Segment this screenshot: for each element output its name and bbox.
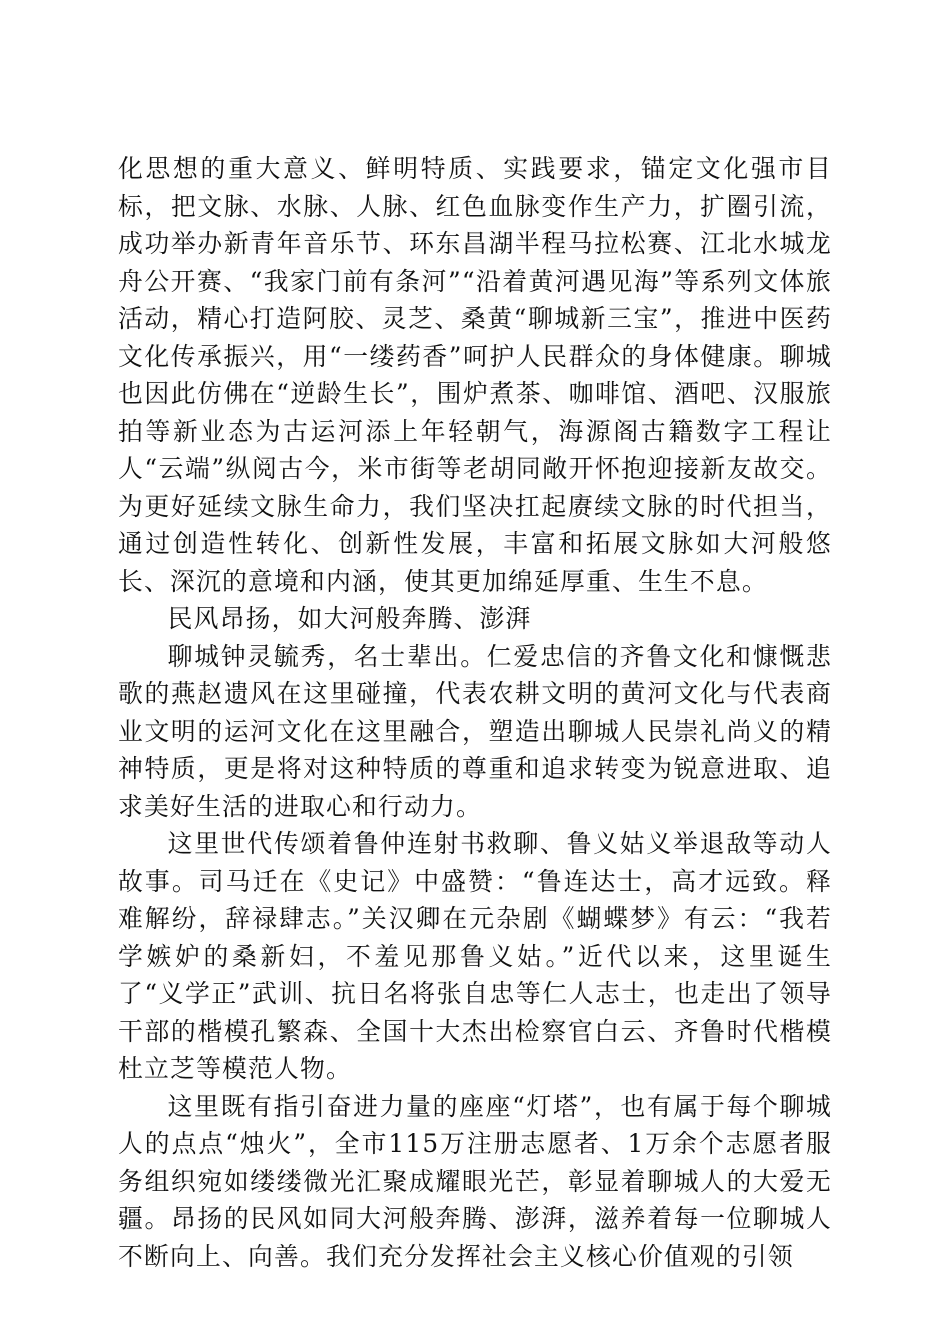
paragraph-historical-stories: 这里世代传颂着鲁仲连射书救聊、鲁义姑义举退敌等动人故事。司马迁在《史记》中盛赞：“鲁连达士，高才远致。释难解纷，辞禄肆志。”关汉卿在元杂剧《蝴蝶梦》有云：“我若学嫉妒的桑新妇，不羞见那鲁义姑。”近代以来，这里诞生了“义学正”武训、抗日名将张自忠等仁人志士，也走出了领导干部的楷模孔繁森、全国十大杰出检察官白云、齐鲁时代楷模杜立芝等模范人物。 (118, 829, 832, 1083)
paragraph-volunteers: 这里既有指引奋进力量的座座“灯塔”，也有属于每个聊城人的点点“烛火”，全市115万注册志愿者、1万余个志愿者服务组织宛如缕缕微光汇聚成耀眼光芒，彰显着聊城人的大爱无疆。昂扬的民风如同大河般奔腾、澎湃，滋养着每一位聊城人不断向上、向善。我们充分发挥社会主义核心价值观的引领 (118, 1091, 832, 1271)
section-heading-folk-customs: 民风昂扬，如大河般奔腾、澎湃 (167, 604, 532, 633)
paragraph-culture-continuity: 化思想的重大意义、鲜明特质、实践要求，锚定文化强市目标，把文脉、水脉、人脉、红色血脉变作生产力，扩圈引流，成功举办新青年音乐节、环东昌湖半程马拉松赛、江北水城龙舟公开赛、“我家门前有条河”“沿着黄河遇见海”等系列文体旅活动，精心打造阿胶、灵芝、桑黄“聊城新三宝”，推进中医药文化传承振兴，用“一缕药香”呵护人民群众的身体健康。聊城也因此仿佛在“逆龄生长”，围炉煮茶、咖啡馆、酒吧、汉服旅拍等新业态为古运河添上年轻朝气，海源阁古籍数字工程让人“云端”纵阅古今，米市街等老胡同敞开怀抱迎接新友故交。为更好延续文脉生命力，我们坚决扛起赓续文脉的时代担当，通过创造性转化、创新性发展，丰富和拓展文脉如大河般悠长、深沉的意境和内涵，使其更加绵延厚重、生生不息。 (118, 154, 832, 596)
document-page (118, 150, 832, 1275)
paragraph-liaocheng-talents: 聊城钟灵毓秀，名士辈出。仁爱忠信的齐鲁文化和慷慨悲歌的燕赵遗风在这里碰撞，代表农耕文明的黄河文化与代表商业文明的运河文化在这里融合，塑造出聊城人民崇礼尚义的精神特质，更是将对这种特质的尊重和追求转变为锐意进取、追求美好生活的进取心和行动力。 (118, 641, 832, 821)
